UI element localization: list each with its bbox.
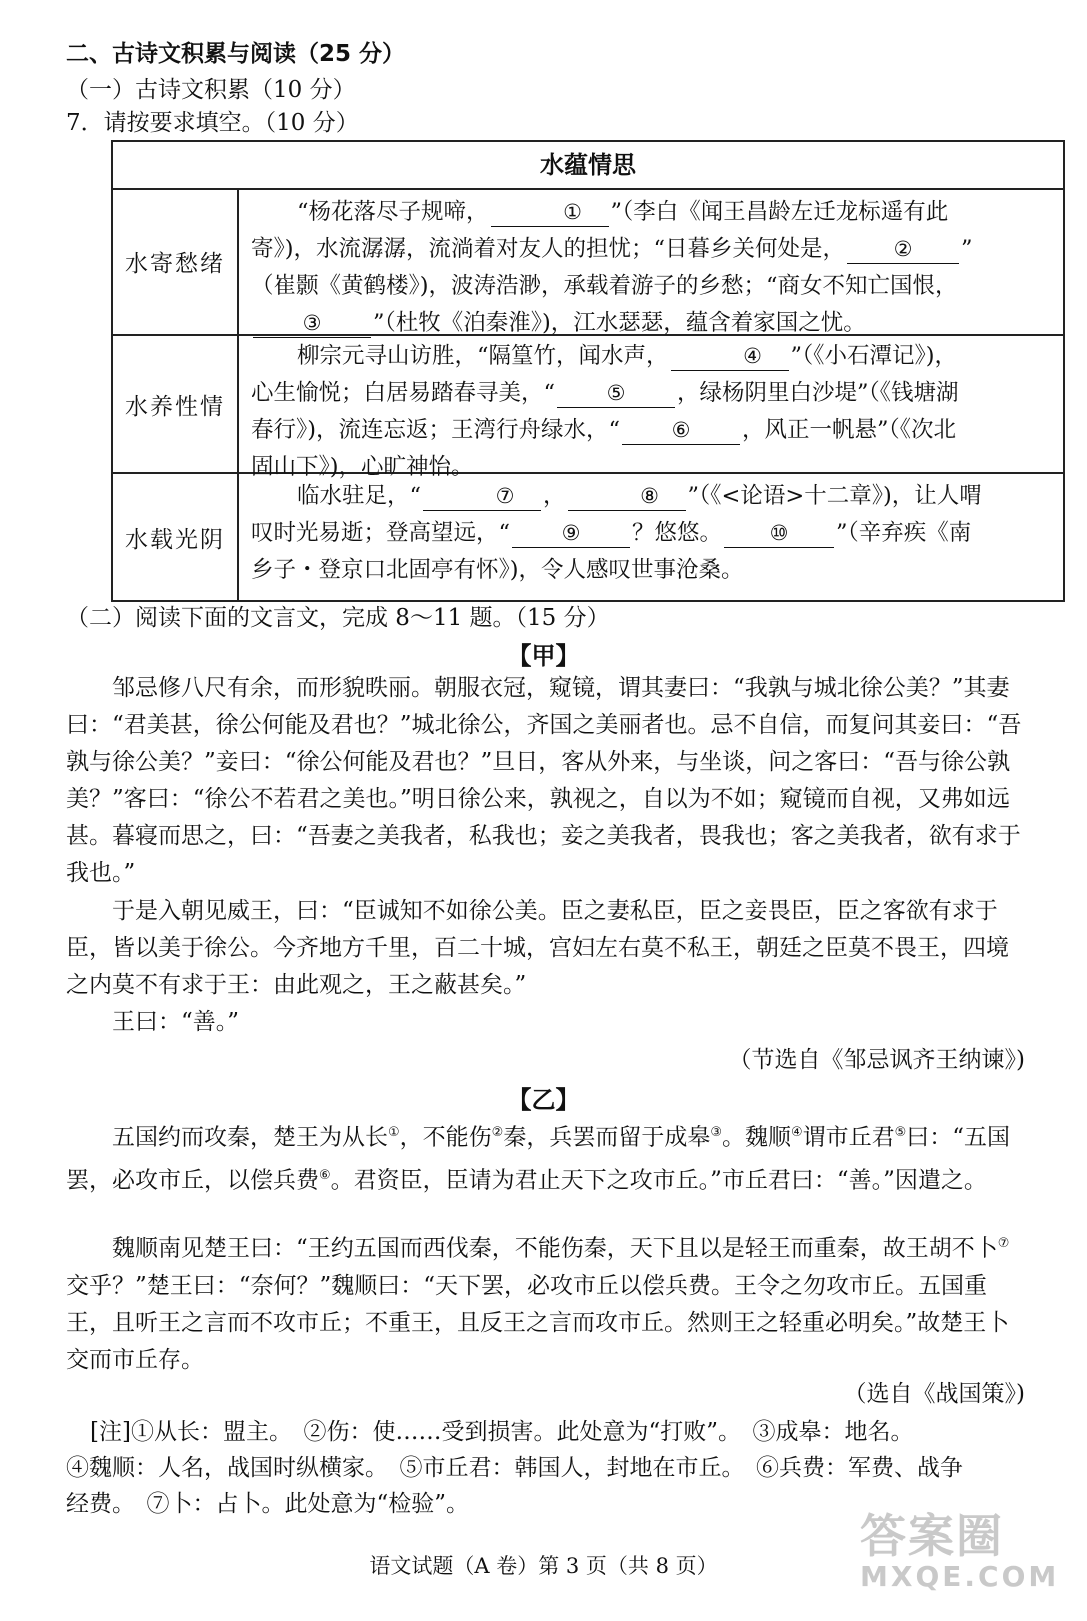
table-row-2 xyxy=(113,336,1063,480)
blank-4[interactable]: ④ xyxy=(671,342,789,371)
blank-1[interactable]: ① xyxy=(491,198,609,227)
text-span: 寄》)，水流潺潺，流淌着对友人的担忧；“日暮乡关何处是， xyxy=(251,236,846,262)
passage-jia-p1: 邹忌修八尺有余，而形貌昳丽。朝服衣冠，窥镜，谓其妻曰：“我孰与城北徐公美？”其妻曰：“君美甚，徐公何能及君也？”城北徐公，齐国之美丽者也。忌不自信，而复问其妾曰：“吾孰与徐公美？”妾曰：“徐公何能及君也？”旦日，客从外来，与坐谈，问之客曰：“吾与徐公孰美？”客曰：“徐公不若君之美也。”明日徐公来，孰视之，自以为不如；窥镜而自视，又弗如远甚。暮寝而思之，曰：“吾妻之美我者，私我也；妾之美我者，畏我也；客之美我者，欲有求于我也。” xyxy=(66,675,1022,886)
row-label: 水养性情 xyxy=(113,336,239,472)
watermark-text-top: 答案圈 xyxy=(860,1509,1004,1563)
text-span: ” xyxy=(961,236,973,262)
text-span: 心生愉悦；白居易踏春寻美，“ xyxy=(251,380,556,406)
blank-6[interactable]: ⑥ xyxy=(622,416,740,445)
blank-2[interactable]: ② xyxy=(847,235,959,264)
watermark-logo xyxy=(860,1500,1070,1620)
passage-yi-source: （选自《战国策》) xyxy=(843,1381,1025,1407)
passage-jia-source: （节选自《邹忌讽齐王纳谏》) xyxy=(728,1047,1025,1073)
blank-8[interactable]: ⑧ xyxy=(568,482,686,511)
passage-jia-p2: 于是入朝见威王，曰：“臣诚知不如徐公美。臣之妻私臣，臣之妾畏臣，臣之客欲有求于臣，皆以美于徐公。今齐地方千里，百二十城，宫妇左右莫不私王，朝廷之臣莫不畏王，四境之内莫不有求于王：由此观之，王之蔽甚矣。” xyxy=(66,898,1009,998)
row-label: 水寄愁绪 xyxy=(113,188,239,334)
blank-7[interactable]: ⑦ xyxy=(423,482,541,511)
text-span: ”（杜牧《泊秦淮》)，江水瑟瑟，蕴含着家国之忧。 xyxy=(373,310,866,336)
row-label: 水载光阴 xyxy=(113,474,239,600)
passage-yi-p1: 五国约而攻秦，楚王为从长①，不能伤②秦，兵罢而留于成皋③。魏顺④谓市丘君⑤曰：“五国罢，必攻市丘，以偿兵费⑥。君资臣，臣请为君止天下之攻市丘。”市丘君曰：“善。”因遣之。 xyxy=(66,1124,1011,1194)
table-header: 水蕴情思 xyxy=(113,142,1063,190)
text-span: ？悠悠。 xyxy=(632,520,723,546)
notes-line-2: ④魏顺：人名，战国时纵横家。 ⑤市丘君：韩国人，封地在市丘。 ⑥兵费：军费、战争 xyxy=(66,1455,963,1481)
section-title: 二、古诗文积累与阅读（25 分） xyxy=(66,41,406,67)
text-span: ”（李白《闻王昌龄左迁龙标遥有此 xyxy=(610,199,949,225)
blank-9[interactable]: ⑨ xyxy=(512,519,630,548)
row-text xyxy=(251,194,1051,342)
fill-in-table xyxy=(111,140,1065,602)
text-span: “杨花落尽子规啼， xyxy=(297,199,489,225)
notes-line-3: 经费。 ⑦卜：占卜。此处意为“检验”。 xyxy=(66,1491,470,1517)
part1-heading: （一）古诗文积累（10 分） xyxy=(66,77,356,103)
text-span: ， xyxy=(543,483,566,509)
text-span: ”（《小石潭记》)， xyxy=(790,343,958,369)
passage-yi-title: 【乙】 xyxy=(507,1086,580,1114)
text-span: 叹时光易逝；登高望远，“ xyxy=(251,520,511,546)
row-text xyxy=(251,338,1051,486)
watermark-text-bottom: MXQE.COM xyxy=(860,1560,1060,1593)
text-span: ”（辛弃疾《南 xyxy=(836,520,972,546)
text-span: 临水驻足，“ xyxy=(297,483,422,509)
text-span: 春行》)，流连忘返；王湾行舟绿水，“ xyxy=(251,417,621,443)
passage-yi-p2: 魏顺南见楚王曰：“王约五国而西伐秦，不能伤秦，天下且以是轻王而重秦，故王胡不卜⑦交乎？”楚王曰：“奈何？”魏顺曰：“天下罢，必攻市丘以偿兵费。王令之勿攻市丘。五国重王，且听王之言而不攻市丘；不重王，且反王之言而攻市丘。然则王之轻重必明矣。”故楚王卜交而市丘存。 xyxy=(66,1235,1010,1373)
blank-10[interactable]: ⑩ xyxy=(724,519,834,548)
blank-3[interactable]: ③ xyxy=(253,309,371,338)
blank-5[interactable]: ⑤ xyxy=(557,379,675,408)
question-7: 7．请按要求填空。（10 分） xyxy=(66,110,359,136)
table-row-3 xyxy=(113,474,1063,600)
notes-line-1: [注]①从长：盟主。 ②伤：使……受到损害。此处意为“打败”。 ③成皋：地名。 xyxy=(90,1419,914,1445)
text-span: （崔颢《黄鹤楼》)，波涛浩渺，承载着游子的乡愁；“商女不知亡国恨， xyxy=(251,273,958,299)
text-span: ，绿杨阴里白沙堤”（《钱塘湖 xyxy=(677,380,959,406)
passage-jia-title: 【甲】 xyxy=(507,642,580,670)
table-row-1 xyxy=(113,188,1063,336)
part2-heading: （二）阅读下面的文言文，完成 8～11 题。（15 分） xyxy=(66,605,610,631)
text-span: 乡子・登京口北固亭有怀》)，令人感叹世事沧桑。 xyxy=(251,557,744,583)
passage-jia-p3: 王曰：“善。” xyxy=(112,1009,240,1035)
row-text xyxy=(251,478,1051,589)
text-span: ”（《<论语>十二章》)，让人喟 xyxy=(687,483,982,509)
page-footer: 语文试题（A 卷）第 3 页（共 8 页） xyxy=(369,1554,718,1578)
text-span: 固山下》)，心旷神怡。 xyxy=(251,454,474,480)
text-span: ，风正一帆悬”（《次北 xyxy=(742,417,957,443)
text-span: 柳宗元寻山访胜，“隔篁竹，闻水声， xyxy=(297,343,669,369)
